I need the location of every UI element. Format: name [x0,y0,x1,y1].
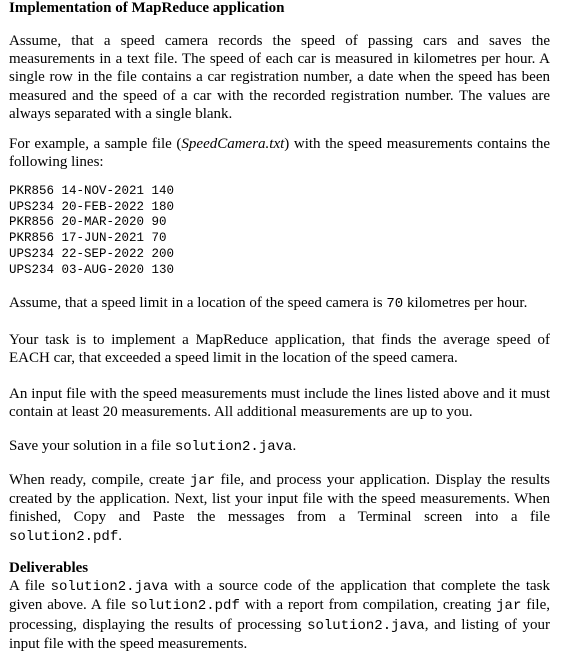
speed-limit-text-after: kilometres per hour. [403,295,528,311]
deliverable-pdf-file: solution2.pdf [130,598,240,615]
deliverable-jar-keyword: jar [496,598,522,615]
sample-file-listing [9,184,174,278]
sample-file-name: SpeedCamera.txt [181,136,285,152]
save-text-before: Save your solution in a file [9,438,175,454]
deliverables-text-5: , and listing of your input file with the speed measurements. [9,616,550,652]
page-title: Implementation of MapReduce application [9,0,285,16]
instructions-text-2: file, and process your application. Display the results created by the application. Next, list your input file with the speed measurements. When finished, Copy and Paste the messages from a Terminal screen into a file [9,472,551,526]
example-paragraph [9,135,550,171]
jar-keyword: jar [189,473,216,489]
deliverable-java-file-ref: solution2.java [307,617,425,634]
deliverables-heading: Deliverables [9,560,89,576]
instructions-text-3: . [118,527,122,544]
deliverables-text-4: file, processing, displaying the results of processing [9,597,550,633]
solution-pdf-file-name: solution2.pdf [9,528,119,545]
deliverables-text-3: with a report from compilation, creating [239,597,497,614]
example-text-after: ) with the speed measurements contains the following lines: [9,136,550,171]
sample-line: UPS234 03-AUG-2020 130 [9,262,175,277]
deliverables-text-1: A file [9,578,51,595]
sample-line: PKR856 17-JUN-2021 70 [9,231,167,246]
solution-java-file-name: solution2.java [174,439,293,455]
deliverable-java-file: solution2.java [50,579,169,596]
sample-line: UPS234 22-SEP-2022 200 [9,246,175,261]
speed-limit-text-before: Assume, that a speed limit in a location of the speed camera is [9,295,387,311]
speed-limit-paragraph [9,294,550,313]
intro-paragraph: Assume, that a speed camera records the speed of passing cars and saves the measurements in a text file. The speed of each car is measured in kilometres per hour. A single row in the file contains a car registration number, a date when the speed has been measured and the speed of a car with the recorded registration number. The values are always separated with a single blank. [9,33,550,122]
deliverables-section [9,559,550,653]
example-text-before: For example, a sample file ( [9,136,182,152]
instructions-paragraph [9,471,550,546]
sample-line: UPS234 20-FEB-2022 180 [9,199,175,214]
task-paragraph: Your task is to implement a MapReduce application, that finds the average speed of EACH car, that exceeded a speed limit in the location of the speed camera. [9,332,550,367]
deliverables-text-2: with a source code of the application that complete the task given above. A file [9,578,550,614]
save-paragraph [9,437,550,456]
sample-line: PKR856 14-NOV-2021 140 [9,184,175,198]
input-file-paragraph: An input file with the speed measurements must include the lines listed above and it must contain at least 20 measurements. All additional measurements are up to you. [9,386,550,421]
speed-limit-value: 70 [386,296,404,312]
sample-line: PKR856 20-MAR-2020 90 [9,215,167,230]
save-text-after: . [292,438,297,454]
instructions-text-1: When ready, compile, create [9,472,190,488]
